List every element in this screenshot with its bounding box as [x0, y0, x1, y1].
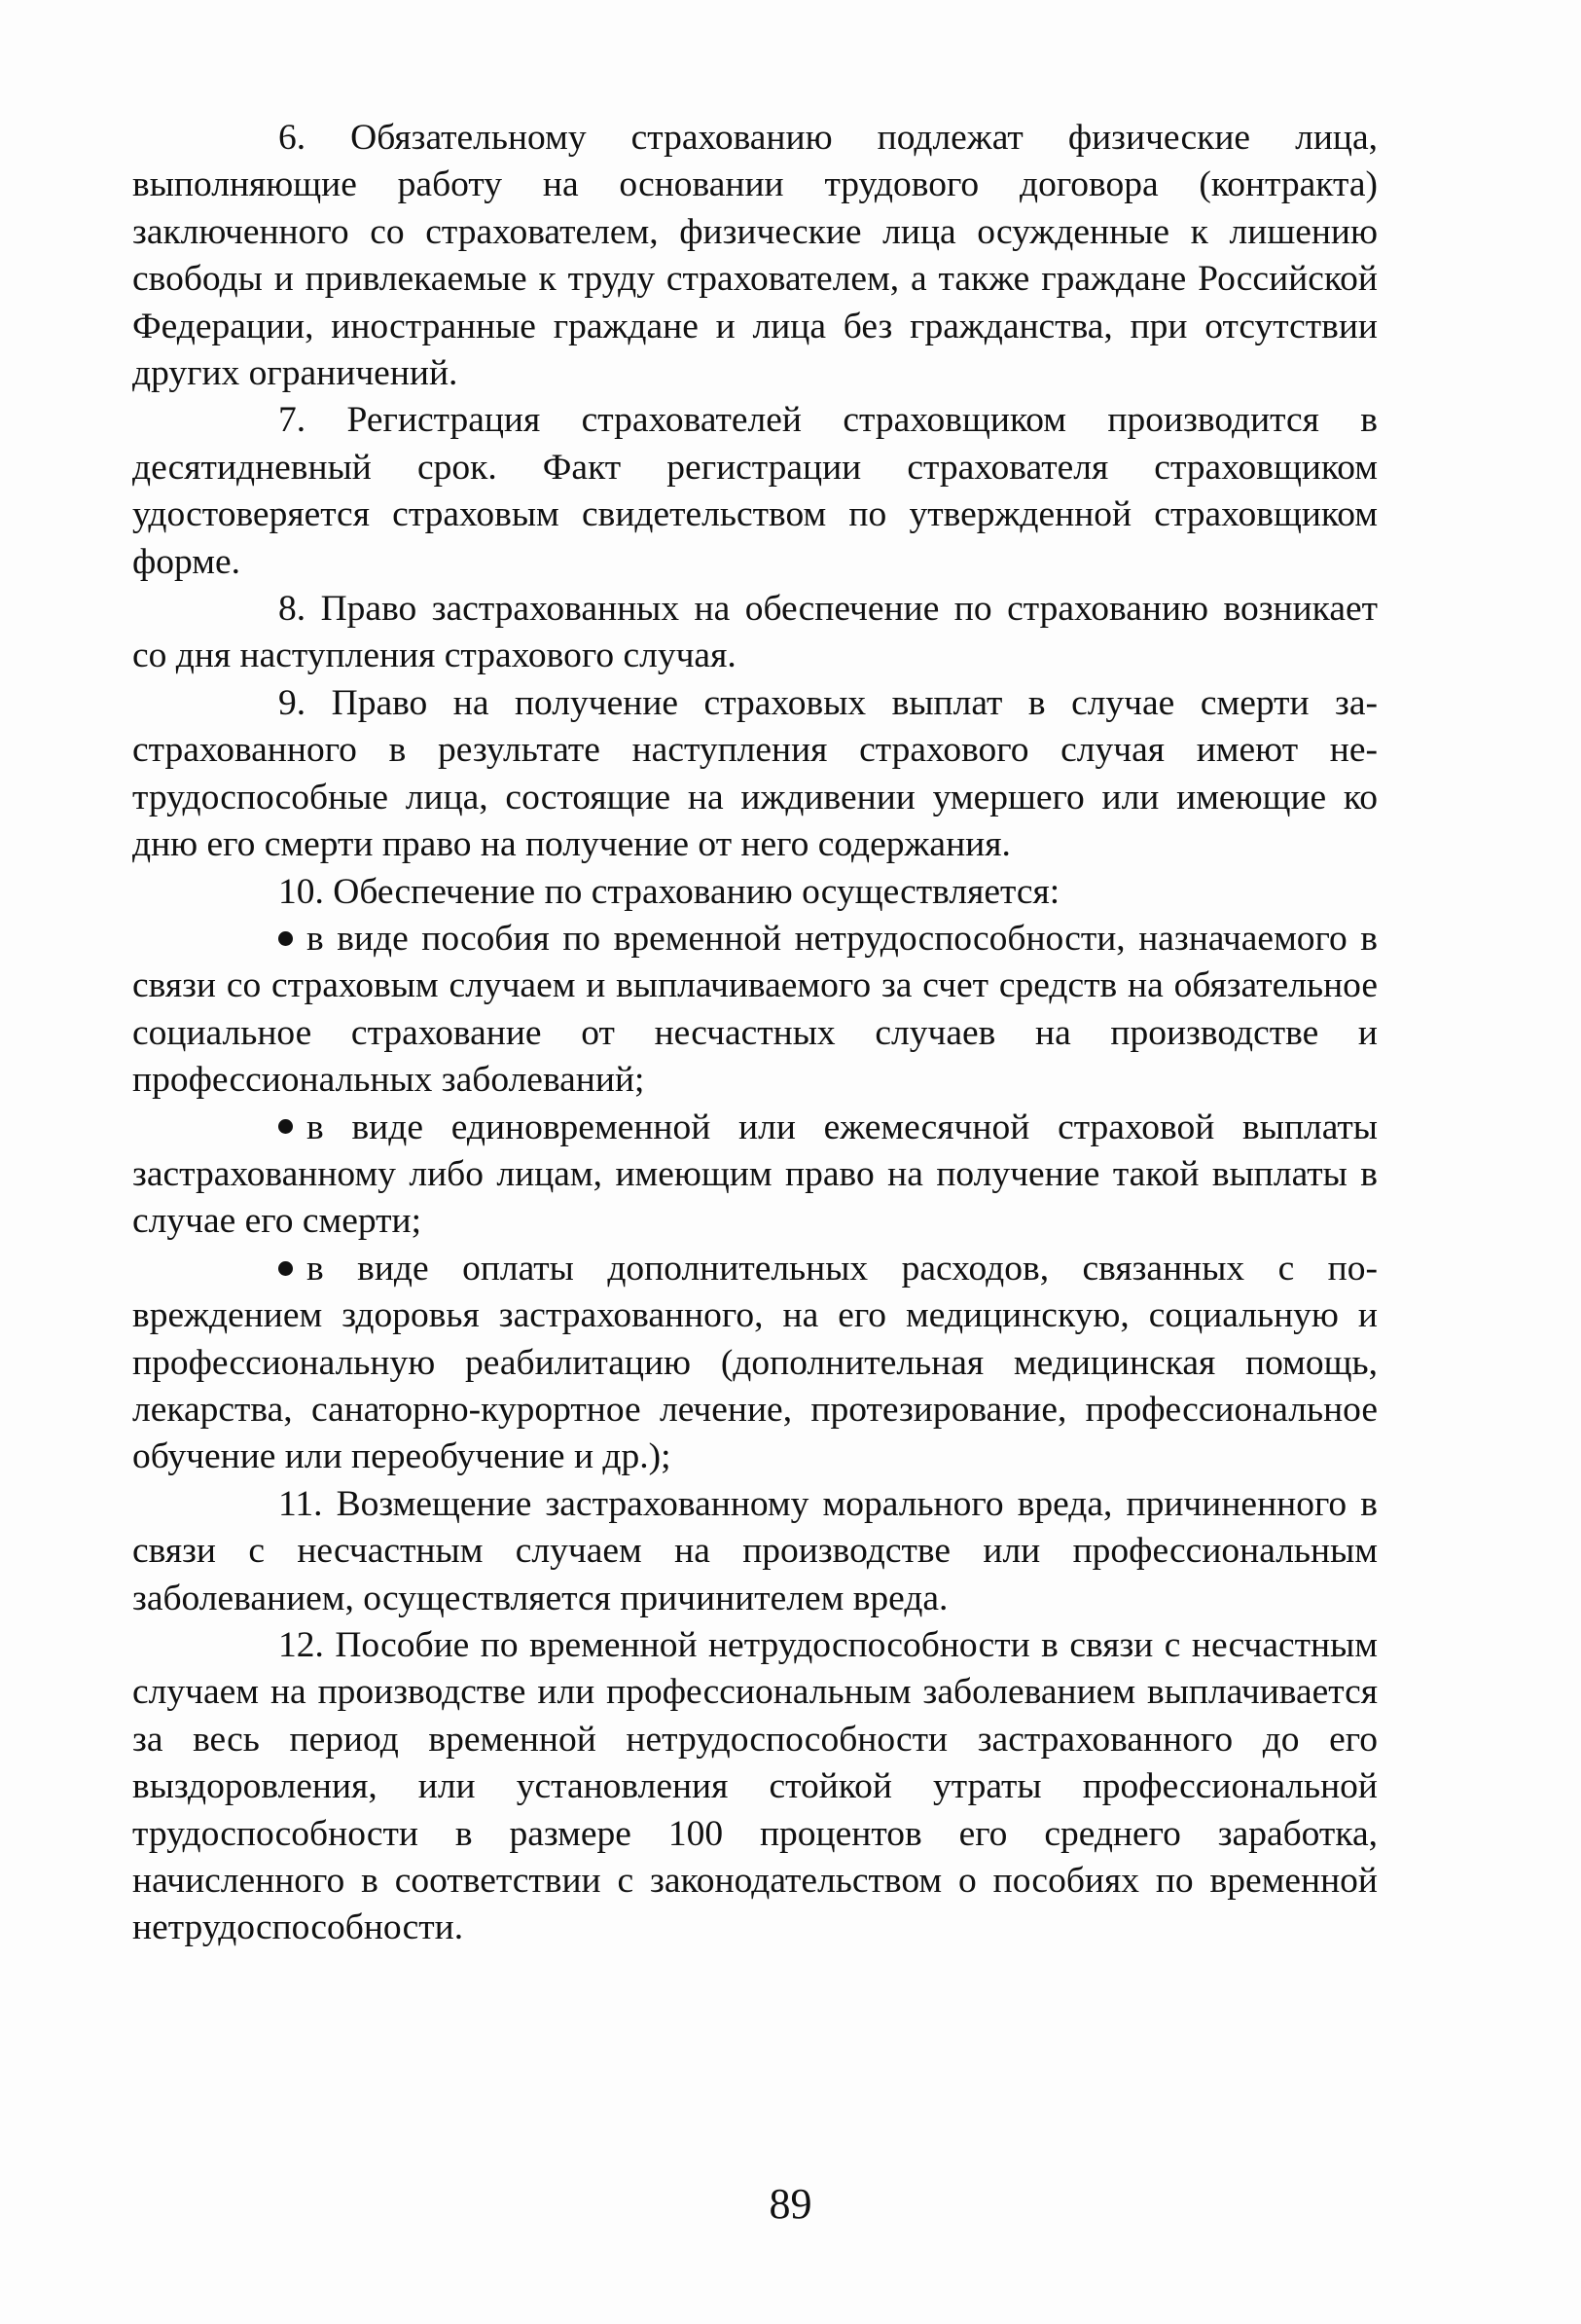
- paragraph-12: 12. Пособие по временной нетрудоспособности в связи с несчастным случаем на производстве или профессиональным заболеванием выплачивается за весь период временной нетрудоспособности застрахованного до его выздоровления, или установления стойкой утраты профессиональной трудоспособности в размере 100 процентов его среднего заработка, начисленного в соответствии с законодательством о пособиях по временной нетрудоспособности.: [132, 1625, 1378, 1948]
- bullet-icon: [278, 931, 293, 946]
- bullet-icon: [278, 1261, 293, 1276]
- paragraph-6: 6. Обязательному страхованию подлежат физические лица, выполняющие работу на основании трудового договора (контракта) заключенного со страхователем, физические лица осужденные к лишению свободы и привлекаемые к труду страхователем, а также граждане Российской Федерации, иностранные граждане и лица без гражданства, при отсутствии других ограничений.: [132, 118, 1378, 394]
- paragraph-7: 7. Регистрация страхователей страховщиком производится в десятидневный срок. Факт регистрации страхователя страховщиком удостоверяется страховым свидетельством по утвержденной страховщиком форме.: [132, 400, 1378, 582]
- paragraph-8: 8. Право застрахованных на обеспечение по страхованию возникает со дня наступления страхового случая.: [132, 589, 1378, 676]
- page-number: 89: [769, 2180, 812, 2228]
- bullet-text: в виде оплаты дополнительных расходов, связанных с повреждением здоровья застрахованного, на его медицинскую, социальную и профессиональную реабилитацию (дополнительная медицинская помощь, лекарства, санаторно-курортное лечение, протезирование, профессиональное обучение или переобучение и др.);: [132, 1248, 1378, 1477]
- body-text: [132, 115, 1378, 1952]
- bullet-text: в виде единовременной или ежемесячной страховой выплаты застрахованному либо лицам, имеющим право на получение такой выплаты в случае его смерти;: [132, 1107, 1378, 1242]
- bullet-item-2: [132, 1105, 1378, 1246]
- bullet-item-1: [132, 916, 1378, 1105]
- bullet-icon: [278, 1119, 293, 1134]
- bullet-text: в виде пособия по временной нетрудоспособности, назначаемого в связи со страховым случаем и выплачиваемого за счет средств на обязательное социальное страхование от несчастных случаев на производстве и профессиональных заболеваний;: [132, 918, 1378, 1101]
- bullet-item-3: [132, 1246, 1378, 1481]
- paragraph-11: 11. Возмещение застрахованному морального вреда, причиненного в связи с несчастным случаем на производстве или профессиональным заболеванием, осуществляется причинителем вреда.: [132, 1483, 1378, 1618]
- paragraph-9: 9. Право на получение страховых выплат в случае смерти застрахованного в результате наступления страхового случая имеют нетрудоспособные лица, состоящие на иждивении умершего или имеющие ко дню его смерти право на получение от него содержания.: [132, 682, 1378, 865]
- paragraph-10: 10. Обеспечение по страхованию осуществляется:: [278, 871, 1060, 912]
